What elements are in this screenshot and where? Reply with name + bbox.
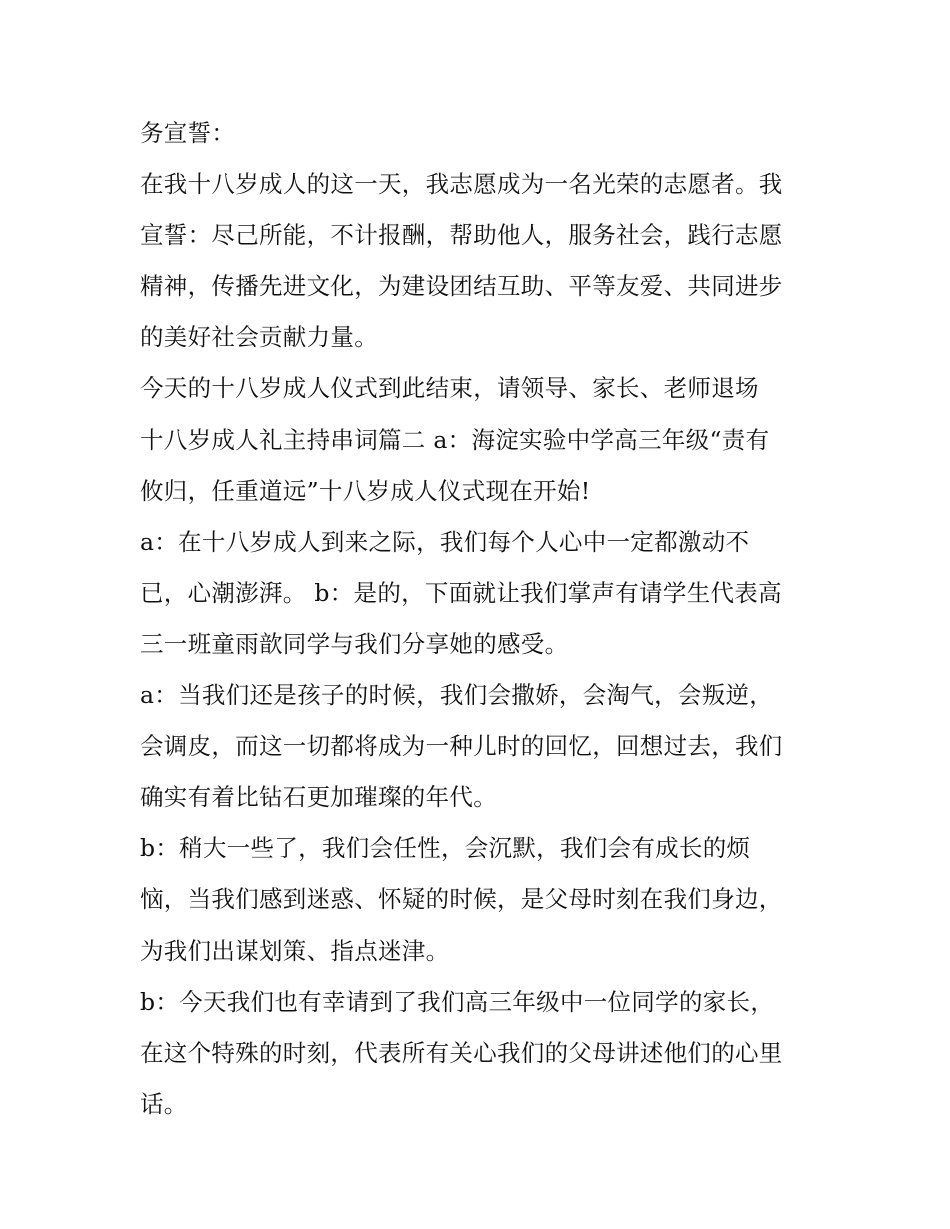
text-line: 十八岁成人礼主持串词篇二 a：海淀实验中学高三年级“责有 [140,425,770,454]
text-line: 的美好社会贡献力量。 [140,323,378,352]
text-line: 攸归，任重道远”十八岁成人仪式现在开始! [140,476,591,505]
text-line: b：稍大一些了，我们会任性，会沉默，我们会有成长的烦 [140,834,751,863]
text-line: 恼，当我们感到迷惑、怀疑的时候，是父母时刻在我们身边， [140,885,783,914]
text-line: a：在十八岁成人到来之际，我们每个人心中一定都激动不 [140,527,750,556]
text-line: 在我十八岁成人的这一天，我志愿成为一名光荣的志愿者。我 [140,170,783,199]
text-line: 为我们出谋划策、指点迷津。 [140,936,450,965]
text-line: 确实有着比钻石更加璀璨的年代。 [140,783,497,812]
text-line: 今天的十八岁成人仪式到此结束，请领导、家长、老师退场 [140,374,759,403]
text-line: 宣誓：尽己所能，不计报酬，帮助他人，服务社会，践行志愿 [140,221,783,250]
text-line: 话。 [140,1089,188,1118]
text-line: 三一班童雨歆同学与我们分享她的感受。 [140,629,569,658]
document-body [140,108,820,1130]
text-line: 务宣誓： [140,119,236,147]
text-line: 已，心潮澎湃。 b：是的，下面就让我们掌声有请学生代表高 [140,578,782,607]
text-line: 在这个特殊的时刻，代表所有关心我们的父母讲述他们的心里 [140,1038,783,1067]
text-line: 精神，传播先进文化，为建设团结互助、平等友爱、共同进步 [140,272,783,301]
text-line: b：今天我们也有幸请到了我们高三年级中一位同学的家长， [140,987,775,1016]
text-line: 会调皮，而这一切都将成为一种儿时的回忆，回想过去，我们 [140,732,783,761]
text-line: a：当我们还是孩子的时候，我们会撒娇，会淘气，会叛逆， [140,681,774,710]
